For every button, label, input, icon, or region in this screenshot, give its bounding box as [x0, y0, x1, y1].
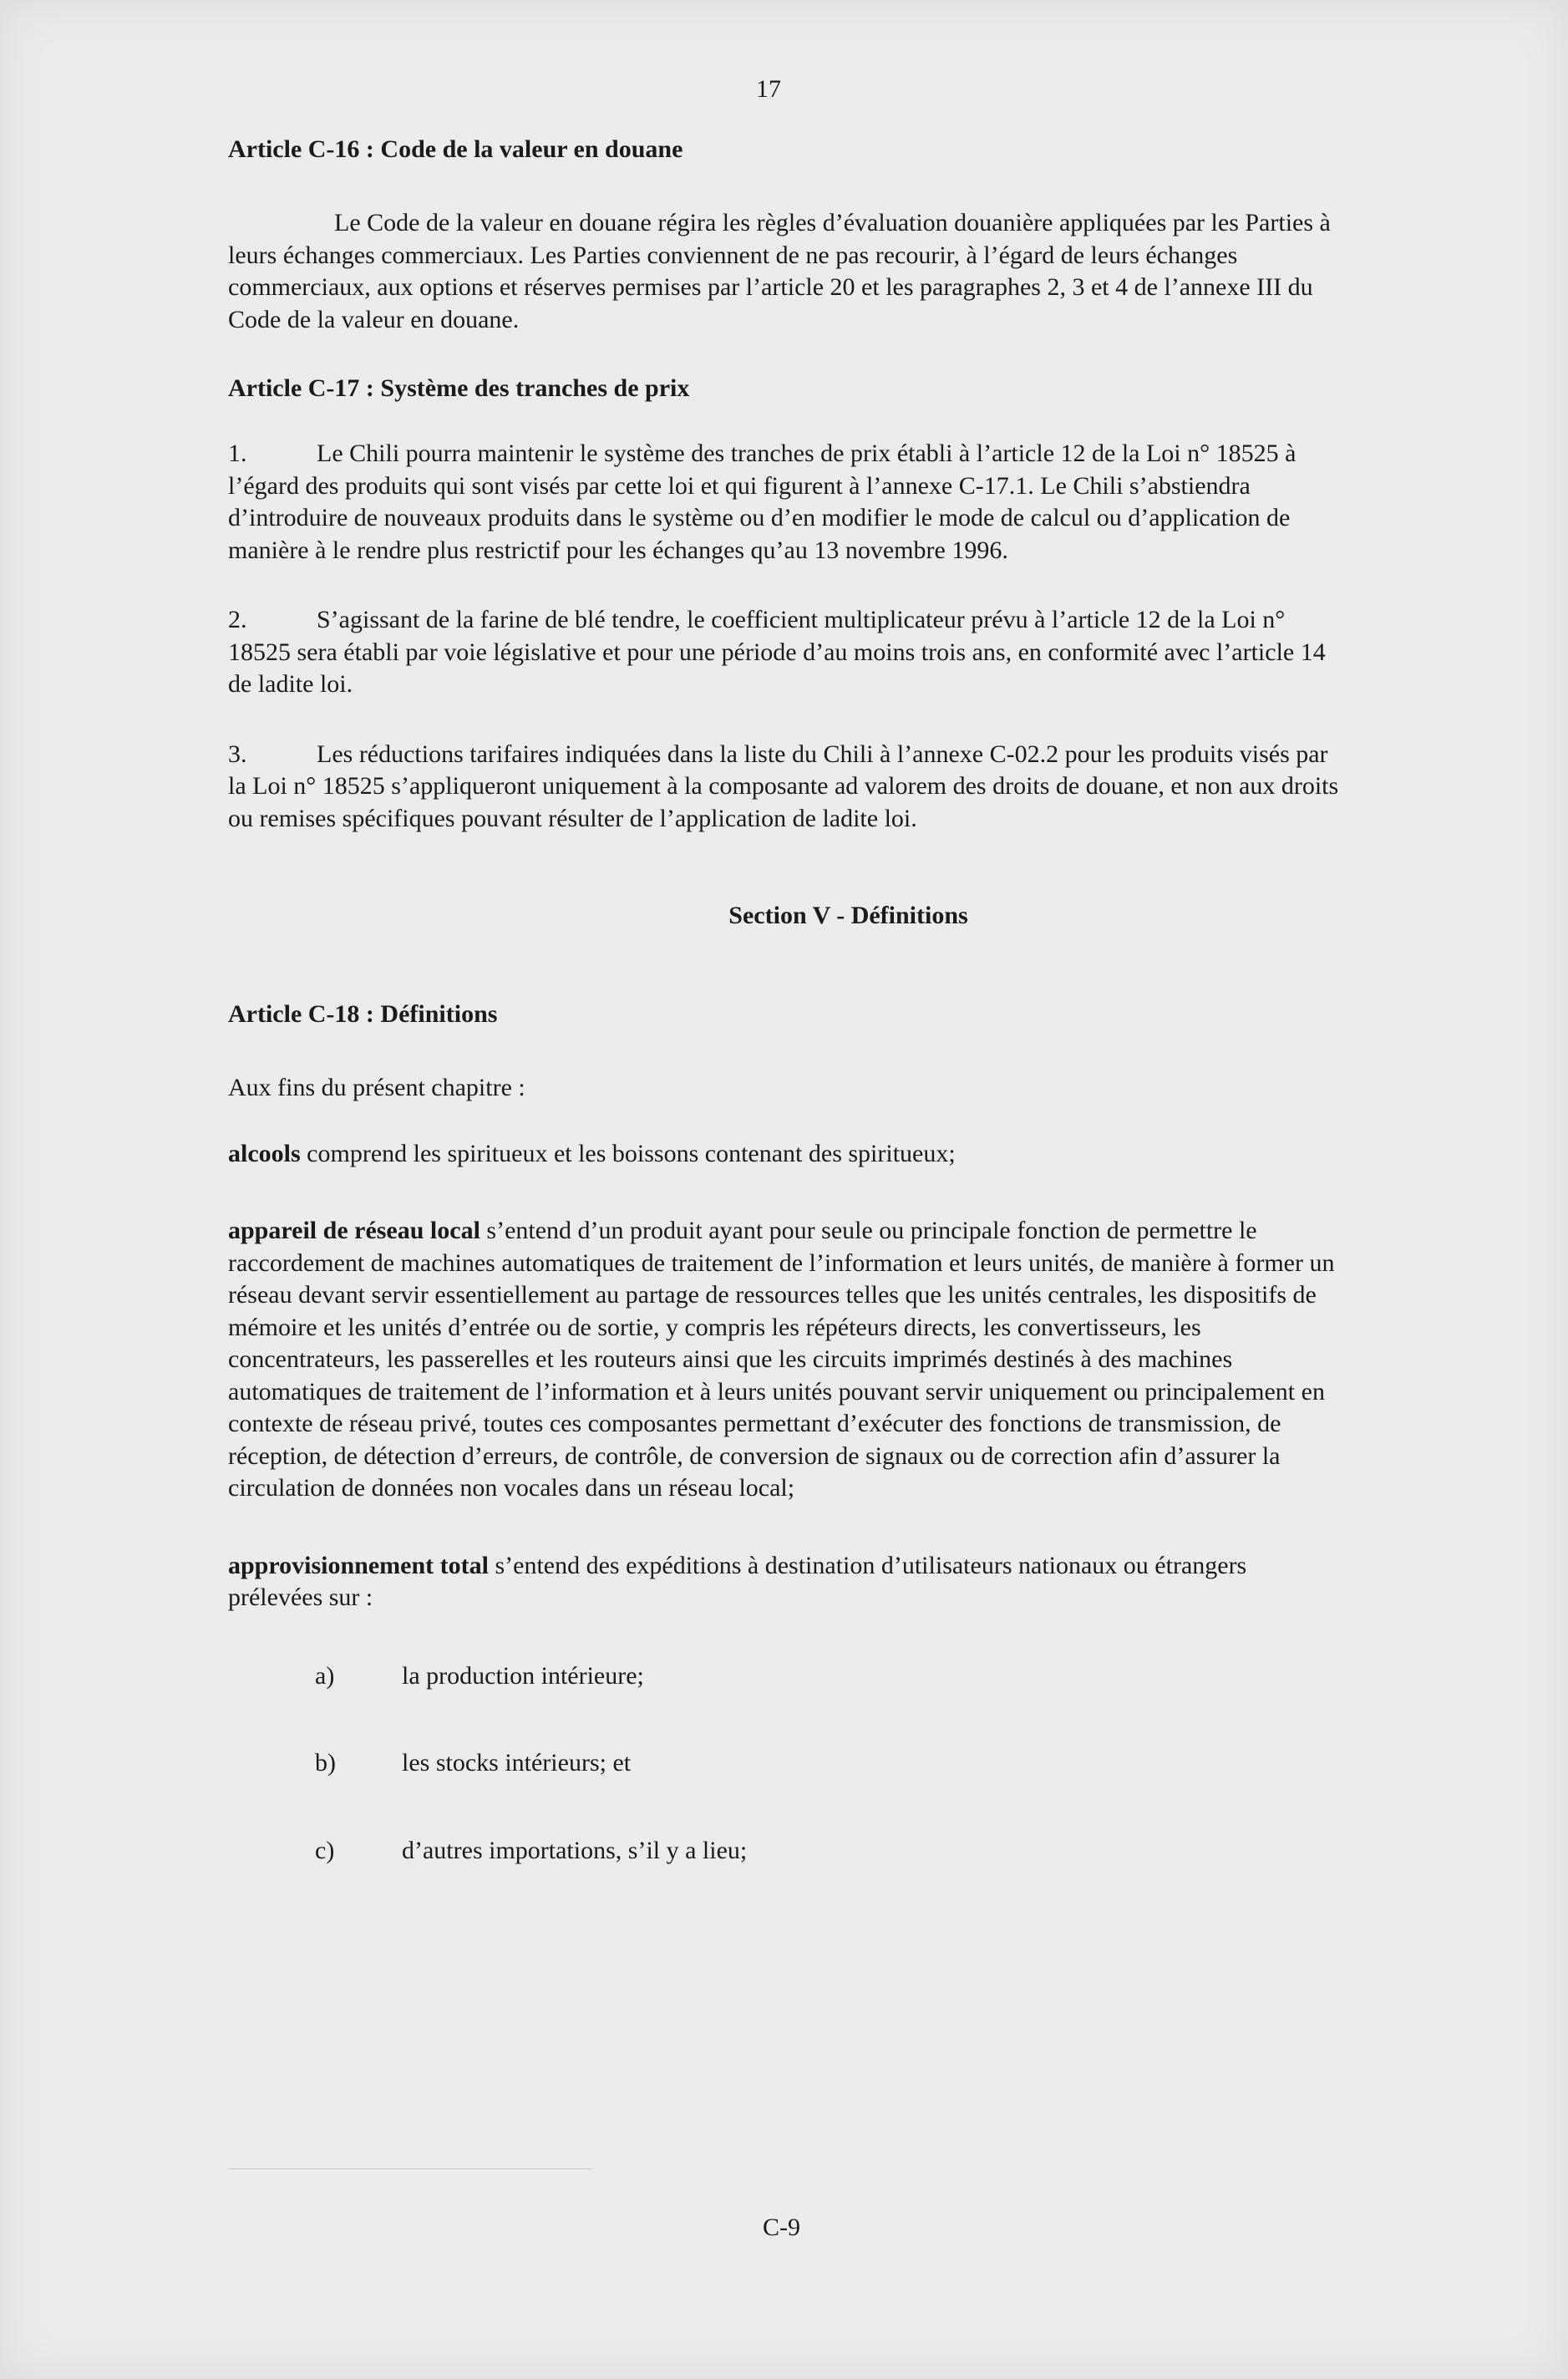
- article-c17-item-3: [228, 739, 1339, 836]
- sub-item-c: [228, 1835, 1339, 1868]
- article-c16-paragraph: Le Code de la valeur en douane régira les règles d’évaluation douanière appliquées par les Parties à leurs échanges commerciaux. Les Parties conviennent de ne pas recourir, à l’égard de leurs échanges commerciaux, aux options et réserves permises par l’article 20 et les paragraphes 2, 3 et 4 de l’annexe III du Code de la valeur en douane.: [228, 209, 1331, 333]
- definition-term: alcools: [228, 1139, 301, 1167]
- item-number: 1.: [228, 440, 247, 467]
- sub-item-letter: c): [315, 1836, 335, 1864]
- item-number: 3.: [228, 740, 247, 768]
- page-content: [228, 134, 1339, 1867]
- definition-text: comprend les spiritueux et les boissons contenant des spiritueux;: [300, 1139, 956, 1167]
- page-number-top: 17: [756, 75, 781, 103]
- page-number-bottom: C-9: [763, 2214, 800, 2241]
- definition-term: approvisionnement total: [228, 1551, 489, 1579]
- item-text: S’agissant de la farine de blé tendre, le coefficient multiplicateur prévu à l’article 12 de la Loi n° 18525 sera établi par voie législative et pour une période d’au moins trois ans, en conformité avec l’article 14 de ladite loi.: [228, 606, 1326, 698]
- article-c17-item-2: [228, 604, 1339, 701]
- sub-item-text: la production intérieure;: [402, 1661, 644, 1690]
- sub-item-b: [228, 1747, 1339, 1780]
- article-c18-intro: Aux fins du présent chapitre :: [228, 1074, 525, 1101]
- definition-text: s’entend des expéditions à destination d’utilisateurs nationaux ou étrangers prélevées sur :: [228, 1551, 1247, 1611]
- footnote-divider: [228, 2168, 592, 2169]
- article-c17-item-1: [228, 438, 1339, 567]
- sub-item-letter: a): [315, 1661, 335, 1690]
- definition-appareil-de-reseau-local: [228, 1215, 1339, 1505]
- sub-item-text: les stocks intérieurs; et: [402, 1749, 632, 1777]
- definition-approvisionnement-total: [228, 1550, 1339, 1614]
- section-v-title: Section V - Définitions: [728, 902, 968, 929]
- definition-term: appareil de réseau local: [228, 1217, 480, 1244]
- sub-item-letter: b): [315, 1749, 336, 1777]
- article-c16-heading: Article C-16 : Code de la valeur en douane: [228, 135, 683, 163]
- definition-text: s’entend d’un produit ayant pour seule ou principale fonction de permettre le raccordement de machines automatiques de traitement de l’information et leurs unités, de manière à former un réseau devant servir essentiellement au partage de ressources telles que les unités centrales, les dispositifs de mémoire et les unités d’entrée ou de sortie, y compris les répéteurs directs, les convertisseurs, les concentrateurs, les passerelles et les routeurs ainsi que les circuits imprimés destinés à des machines automatiques de traitement de l’information et à leurs unités pouvant servir uniquement ou principalement en contexte de réseau privé, toutes ces composantes permettant d’exécuter des fonctions de transmission, de réception, de détection d’erreurs, de contrôle, de conversion de signaux ou de correction afin d’assurer la circulation de données non vocales dans un réseau local;: [228, 1217, 1335, 1502]
- article-c17-heading: Article C-17 : Système des tranches de prix: [228, 374, 690, 402]
- item-text: Le Chili pourra maintenir le système des tranches de prix établi à l’article 12 de la Loi n° 18525 à l’égard des produits qui sont visés par cette loi et qui figurent à l’annexe C-17.1. Le Chili s’abstiendra d’introduire de nouveaux produits dans le système ou d’en modifier le mode de calcul ou d’application de manière à le rendre plus restrictif pour les échanges qu’au 13 novembre 1996.: [228, 440, 1297, 564]
- definition-alcools: [228, 1138, 1339, 1171]
- item-number: 2.: [228, 606, 247, 633]
- article-c18-heading: Article C-18 : Définitions: [228, 1000, 498, 1028]
- sub-item-text: d’autres importations, s’il y a lieu;: [402, 1836, 748, 1864]
- item-text: Les réductions tarifaires indiquées dans la liste du Chili à l’annexe C-02.2 pour les produits visés par la Loi n° 18525 s’appliqueront uniquement à la composante ad valorem des droits de douane, et non aux droits ou remises spécifiques pouvant résulter de l’application de ladite loi.: [228, 740, 1339, 832]
- sub-item-a: [228, 1660, 1339, 1693]
